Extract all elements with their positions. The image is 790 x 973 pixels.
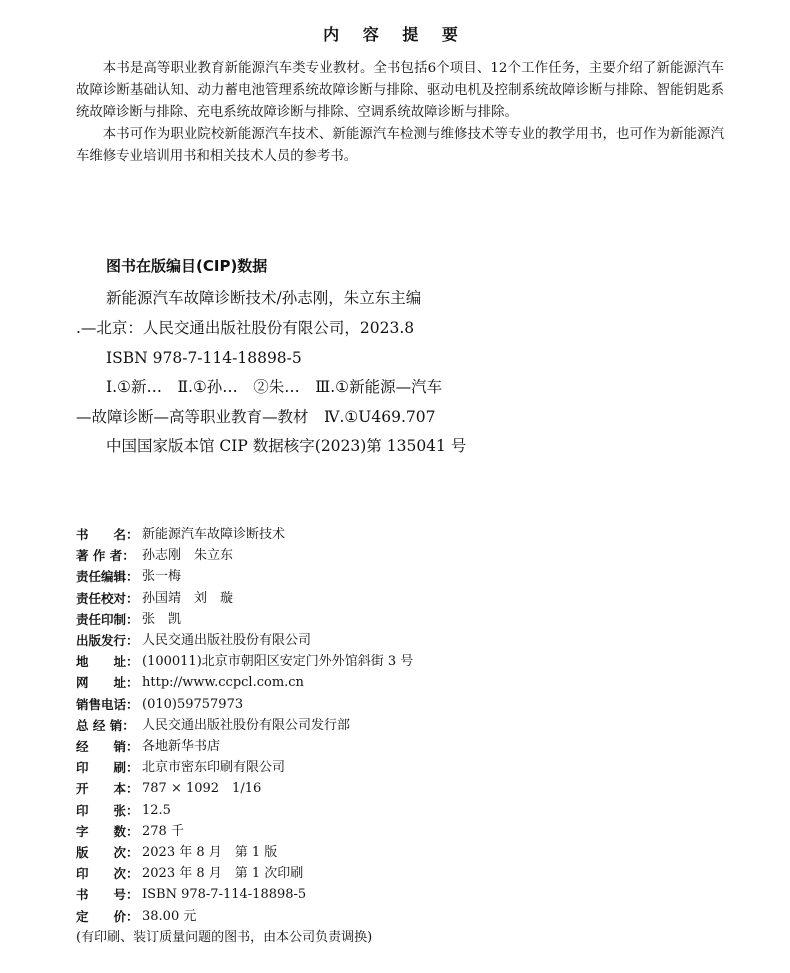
cip-classification-line: —故障诊断—高等职业教育—教材 Ⅳ.①U469.707 — [76, 408, 436, 426]
imprint-label: 总 经 销： — [76, 717, 135, 733]
imprint-value: 张 凯 — [142, 611, 182, 627]
cip-heading: 图书在版编目(CIP)数据 — [106, 257, 268, 275]
imprint-value: 2023 年 8 月 第 1 次印刷 — [142, 866, 304, 882]
imprint-label: 书 号： — [76, 887, 139, 903]
imprint-value: 新能源汽车故障诊断技术 — [142, 527, 286, 542]
imprint-row — [76, 545, 716, 566]
imprint-value: 787 × 1092 1/16 — [142, 781, 262, 797]
imprint-row — [76, 715, 716, 736]
imprint-label: 销售电话： — [76, 696, 139, 712]
imprint-label: 地 址： — [76, 654, 139, 670]
imprint-value: 各地新华书店 — [142, 739, 221, 755]
cip-classification-line: Ⅰ.①新… Ⅱ.①孙… ②朱… Ⅲ.①新能源—汽车 — [106, 378, 443, 396]
imprint-label: 责任印制： — [76, 611, 139, 627]
imprint-value: 2023 年 8 月 第 1 版 — [142, 845, 278, 861]
imprint-value: 张一梅 — [142, 569, 182, 585]
imprint-value: 38.00 元 — [142, 908, 197, 924]
imprint-row — [76, 566, 716, 587]
imprint-label: 字 数： — [76, 823, 139, 839]
summary-paragraph: 本书可作为职业院校新能源汽车技术、新能源汽车检测与维修技术等专业的教学用书，也可作为新能源汽车维修专业培训用书和相关技术人员的参考书。 — [76, 127, 724, 164]
quality-note: (有印刷、装订质量问题的图书，由本公司负责调换) — [76, 929, 373, 945]
cip-publisher-line: .—北京：人民交通出版社股份有限公司，2023.8 — [76, 319, 415, 337]
cip-record-number: 中国国家版本馆 CIP 数据核字(2023)第 135041 号 — [106, 437, 467, 455]
imprint-row — [76, 842, 716, 863]
imprint-value: ISBN 978-7-114-18898-5 — [142, 887, 307, 903]
imprint-value: 人民交通出版社股份有限公司发行部 — [142, 717, 351, 733]
imprint-row — [76, 524, 716, 545]
imprint-value: (100011)北京市朝阳区安定门外外馆斜街 3 号 — [142, 654, 414, 670]
imprint-value: http://www.ccpcl.com.cn — [142, 675, 304, 691]
imprint-value: 12.5 — [142, 802, 171, 818]
imprint-row — [76, 588, 716, 609]
imprint-row — [76, 906, 716, 927]
imprint-label: 开 本： — [76, 781, 139, 797]
imprint-row — [76, 651, 716, 672]
imprint-row — [76, 630, 716, 651]
imprint-value: 人民交通出版社股份有限公司 — [142, 633, 312, 649]
imprint-label: 印 次： — [76, 866, 139, 882]
imprint-row — [76, 821, 716, 842]
imprint-row — [76, 694, 716, 715]
imprint-label: 责任编辑： — [76, 569, 139, 585]
imprint-label: 印 刷： — [76, 760, 139, 776]
imprint-label: 网 址： — [76, 675, 139, 691]
imprint-value: 278 千 — [142, 823, 184, 839]
imprint-row — [76, 800, 716, 821]
imprint-value: 孙国靖 刘 璇 — [142, 590, 234, 606]
imprint-label: 出版发行： — [76, 633, 139, 649]
imprint-row — [76, 672, 716, 693]
imprint-label: 书 名： — [76, 527, 139, 542]
imprint-block — [76, 524, 716, 948]
cip-isbn-line: ISBN 978-7-114-18898-5 — [106, 349, 302, 367]
imprint-label: 定 价： — [76, 908, 139, 924]
imprint-label: 著 作 者： — [76, 548, 135, 564]
imprint-row — [76, 863, 716, 884]
imprint-row — [76, 884, 716, 905]
imprint-value: (010)59757973 — [142, 696, 244, 712]
imprint-row — [76, 609, 716, 630]
content-summary — [76, 58, 724, 168]
summary-paragraph: 本书是高等职业教育新能源汽车类专业教材。全书包括6个项目、12个工作任务，主要介绍了新能源汽车故障诊断基础认知、动力蓄电池管理系统故障诊断与排除、驱动电机及控制系统故障诊断与排除、智能钥匙系统故障诊断与排除、充电系统故障诊断与排除、空调系统故障诊断与排除。 — [76, 61, 724, 120]
cip-title-line: 新能源汽车故障诊断技术/孙志刚，朱立东主编 — [106, 289, 422, 307]
imprint-label: 印 张： — [76, 802, 139, 818]
imprint-label: 版 次： — [76, 845, 139, 861]
summary-heading: 内 容 提 要 — [323, 25, 467, 44]
imprint-row — [76, 736, 716, 757]
imprint-row — [76, 778, 716, 799]
imprint-label: 责任校对： — [76, 590, 139, 606]
imprint-value: 孙志刚 朱立东 — [142, 548, 234, 564]
cip-data-block — [76, 286, 736, 458]
imprint-value: 北京市密东印刷有限公司 — [142, 760, 286, 776]
imprint-label: 经 销： — [76, 739, 139, 755]
imprint-row — [76, 757, 716, 778]
